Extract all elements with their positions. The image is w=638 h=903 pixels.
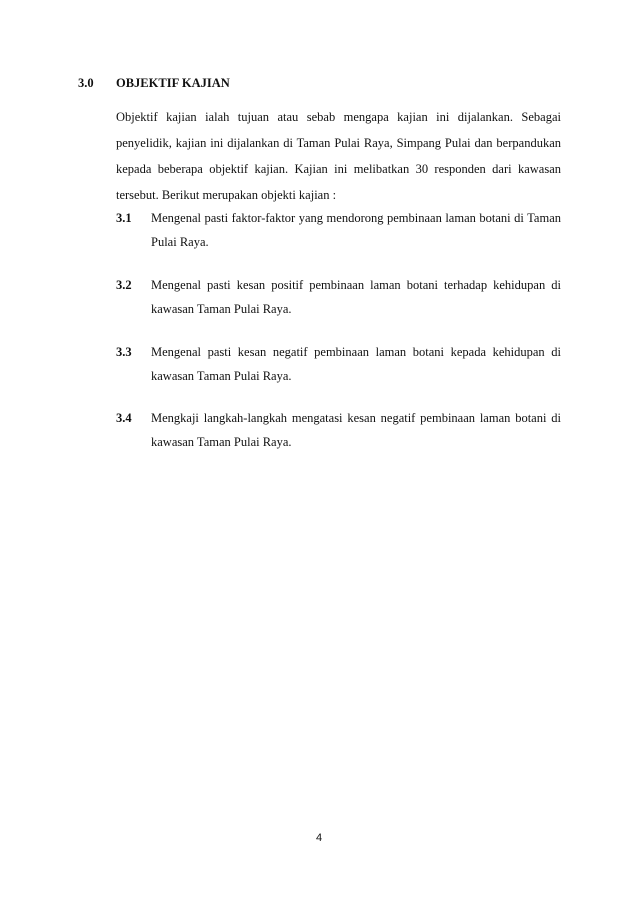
intro-paragraph: Objektif kajian ialah tujuan atau sebab mengapa kajian ini dijalankan. Sebagai penyelidik, kajian ini dijalankan di Taman Pulai Raya, Simpang Pulai dan berpandukan kepada beberapa objektif kajian. Kajian ini melibatkan 30 responden dari kawasan tersebut. Berikut merupakan objekti kajian : [116, 110, 561, 202]
objective-number: 3.1 [116, 211, 132, 225]
objective-number: 3.4 [116, 411, 132, 425]
page-number: 4 [315, 832, 323, 844]
objective-item-3-4 [116, 406, 561, 454]
section-number: 3.0 [78, 76, 94, 90]
section-title: OBJEKTIF KAJIAN [116, 76, 230, 90]
objective-item-3-1 [116, 206, 561, 254]
objective-number: 3.3 [116, 345, 132, 359]
objective-text: Mengkaji langkah-langkah mengatasi kesan negatif pembinaan laman botani di kawasan Taman Pulai Raya. [151, 411, 561, 449]
objective-item-3-2 [116, 273, 561, 321]
objective-number: 3.2 [116, 278, 132, 292]
objective-text: Mengenal pasti faktor-faktor yang mendorong pembinaan laman botani di Taman Pulai Raya. [151, 211, 561, 249]
objective-text: Mengenal pasti kesan negatif pembinaan laman botani kepada kehidupan di kawasan Taman Pulai Raya. [151, 345, 561, 383]
section-heading [78, 76, 230, 91]
objective-text: Mengenal pasti kesan positif pembinaan laman botani terhadap kehidupan di kawasan Taman Pulai Raya. [151, 278, 561, 316]
objective-item-3-3 [116, 340, 561, 388]
